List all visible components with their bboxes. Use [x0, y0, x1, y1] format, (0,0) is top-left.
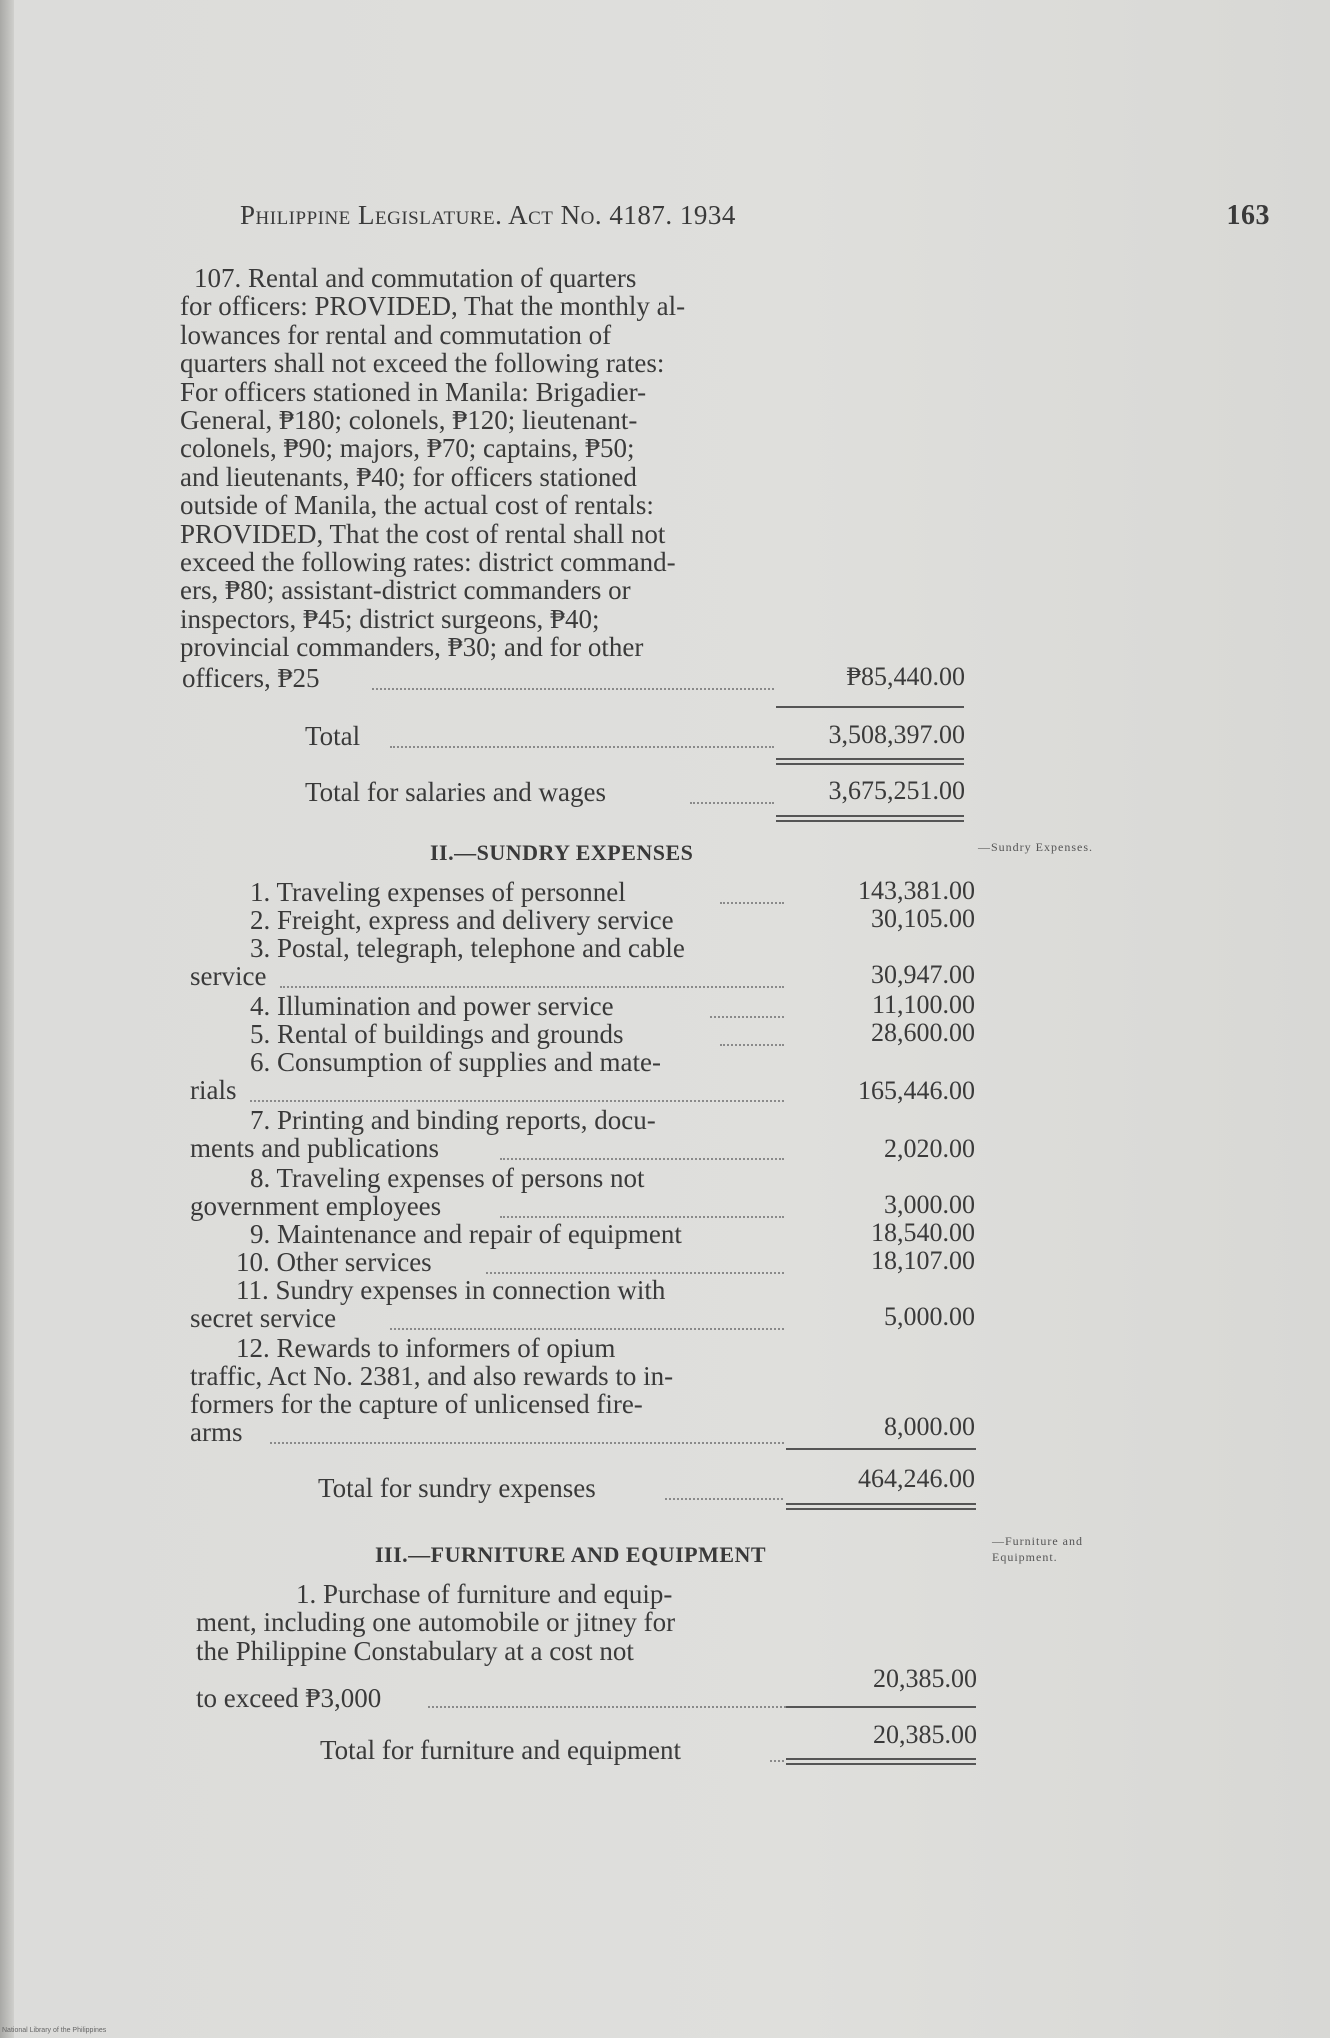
dot-leader: [270, 1442, 784, 1444]
item-107-line: provincial commanders, ₱30; and for other: [180, 632, 644, 663]
furniture-item-last: to exceed ₱3,000: [196, 1683, 382, 1713]
total-double-rule: [776, 758, 964, 760]
sundry-item-continuation: government employees: [190, 1191, 442, 1221]
sundry-item-line: 7. Printing and binding reports, docu-: [250, 1105, 656, 1135]
item-107-line: ers, ₱80; assistant-district commanders or: [180, 575, 631, 606]
sundry-item-amount: 18,540.00: [871, 1218, 975, 1247]
sundry-item-line: 3. Postal, telegraph, telephone and cable: [250, 933, 685, 963]
dot-leader: [500, 1158, 784, 1160]
dot-leader: [710, 1016, 784, 1018]
furniture-heading: III.—FURNITURE AND EQUIPMENT: [375, 1542, 767, 1567]
sundry-item-continuation: rials: [190, 1075, 237, 1105]
dot-leader: [500, 1216, 784, 1218]
sundry-item-line: 1. Traveling expenses of personnel: [250, 877, 626, 907]
sundry-item-continuation: arms: [190, 1417, 243, 1447]
sundry-item-amount: 8,000.00: [884, 1412, 975, 1441]
dot-leader: [280, 986, 784, 988]
sundry-item-continuation: traffic, Act No. 2381, and also rewards to in-: [190, 1361, 674, 1391]
dot-leader: [690, 802, 774, 804]
item-107-line: exceed the following rates: district command-: [180, 547, 676, 578]
sundry-item-amount: 2,020.00: [884, 1134, 975, 1163]
item-107-line: lowances for rental and commutation of: [180, 319, 612, 350]
sundry-item-continuation: ments and publications: [190, 1133, 439, 1163]
binding-gutter: [0, 0, 14, 2038]
item-107-line: 107. Rental and commutation of quarters: [194, 263, 637, 293]
furniture-margin-note-1: —Furniture and: [992, 1534, 1083, 1548]
dot-leader: [390, 746, 774, 748]
sundry-item-amount: 5,000.00: [884, 1302, 975, 1331]
dot-leader: [720, 1044, 784, 1046]
salaries-total-label: Total for salaries and wages: [305, 777, 606, 807]
sundry-item-amount: 30,105.00: [871, 904, 975, 933]
sundry-margin-note: —Sundry Expenses.: [978, 840, 1093, 854]
running-header: [240, 200, 1270, 240]
furniture-margin-note-2: Equipment.: [992, 1550, 1058, 1564]
subtotal-rule: [776, 706, 964, 708]
furniture-subtotal-rule: [786, 1706, 976, 1708]
furniture-item-paragraph: [196, 1580, 788, 1665]
item-107-line: For officers stationed in Manila: Brigadier-: [180, 376, 647, 407]
sundry-item-line: 6. Consumption of supplies and mate-: [250, 1047, 661, 1077]
furniture-item-line: 1. Purchase of furniture and equip-: [296, 1579, 673, 1609]
sundry-item-amount: 11,100.00: [871, 990, 975, 1019]
sundry-item-amount: 18,107.00: [871, 1246, 975, 1275]
salaries-total-amount: 3,675,251.00: [828, 776, 965, 805]
sundry-subtotal-rule: [786, 1448, 976, 1450]
salaries-double-rule: [776, 815, 964, 817]
furniture-double-rule: [786, 1758, 976, 1760]
sundry-total-label: Total for sundry expenses: [318, 1473, 596, 1503]
sundry-double-rule: [786, 1503, 976, 1505]
dot-leader: [486, 1272, 784, 1274]
footer-stamp: National Library of the Philippines: [2, 2027, 107, 2034]
furniture-total-label: Total for furniture and equipment: [320, 1735, 681, 1765]
sundry-item-line: 5. Rental of buildings and grounds: [250, 1019, 624, 1049]
sundry-item-amount: 165,446.00: [858, 1076, 975, 1105]
sundry-item-amount: 28,600.00: [871, 1018, 975, 1047]
furniture-item-amount: 20,385.00: [873, 1664, 977, 1693]
sundry-item-amount: 143,381.00: [858, 876, 975, 905]
running-head-title: Philippine Legislature. Act No. 4187. 1934: [240, 200, 736, 230]
sundry-item-amount: 3,000.00: [884, 1190, 975, 1219]
item-107-line: inspectors, ₱45; district surgeons, ₱40;: [180, 603, 600, 634]
dot-leader: [428, 1706, 786, 1708]
total-label: Total: [305, 721, 361, 751]
dot-leader: [665, 1498, 783, 1500]
item-107-line: for officers: PROVIDED, That the monthly al-: [180, 291, 686, 322]
item-107-line: PROVIDED, That the cost of rental shall not: [180, 518, 666, 549]
dot-leader: [372, 688, 774, 690]
item-107-line: colonels, ₱90; majors, ₱70; captains, ₱50;: [180, 433, 635, 464]
sundry-item-continuation: formers for the capture of unlicensed fire-: [190, 1389, 643, 1419]
sundry-item-line: 9. Maintenance and repair of equipment: [250, 1219, 682, 1249]
item-107-amount: ₱85,440.00: [846, 662, 965, 691]
furniture-total-amount: 20,385.00: [873, 1720, 977, 1749]
sundry-heading: II.—SUNDRY EXPENSES: [430, 840, 694, 865]
item-107-paragraph: [180, 264, 772, 662]
item-107-line: quarters shall not exceed the following rates:: [180, 348, 665, 379]
item-107-last-line: officers, ₱25: [182, 663, 320, 693]
item-107-line: and lieutenants, ₱40; for officers stationed: [180, 461, 637, 492]
sundry-total-amount: 464,246.00: [858, 1464, 975, 1493]
furniture-item-line: the Philippine Constabulary at a cost not: [196, 1635, 634, 1666]
sundry-item-line: 11. Sundry expenses in connection with: [236, 1275, 666, 1305]
item-107-line: outside of Manila, the actual cost of rentals:: [180, 490, 654, 521]
dot-leader: [770, 1760, 784, 1762]
sundry-item-line: 10. Other services: [236, 1247, 432, 1277]
page-number: 163: [1226, 200, 1270, 231]
sundry-item-line: 4. Illumination and power service: [250, 991, 614, 1021]
sundry-item-line: 12. Rewards to informers of opium: [236, 1333, 616, 1363]
sundry-item-continuation: secret service: [190, 1303, 337, 1333]
dot-leader: [720, 902, 784, 904]
sundry-item-continuation: service: [190, 961, 267, 991]
total-amount: 3,508,397.00: [828, 720, 965, 749]
sundry-item-line: 2. Freight, express and delivery service: [250, 905, 674, 935]
dot-leader: [390, 1328, 784, 1330]
sundry-item-line: 8. Traveling expenses of persons not: [250, 1163, 645, 1193]
sundry-item-amount: 30,947.00: [871, 960, 975, 989]
dot-leader: [250, 1100, 784, 1102]
furniture-item-line: ment, including one automobile or jitney for: [196, 1607, 676, 1638]
item-107-line: General, ₱180; colonels, ₱120; lieutenant-: [180, 405, 638, 436]
